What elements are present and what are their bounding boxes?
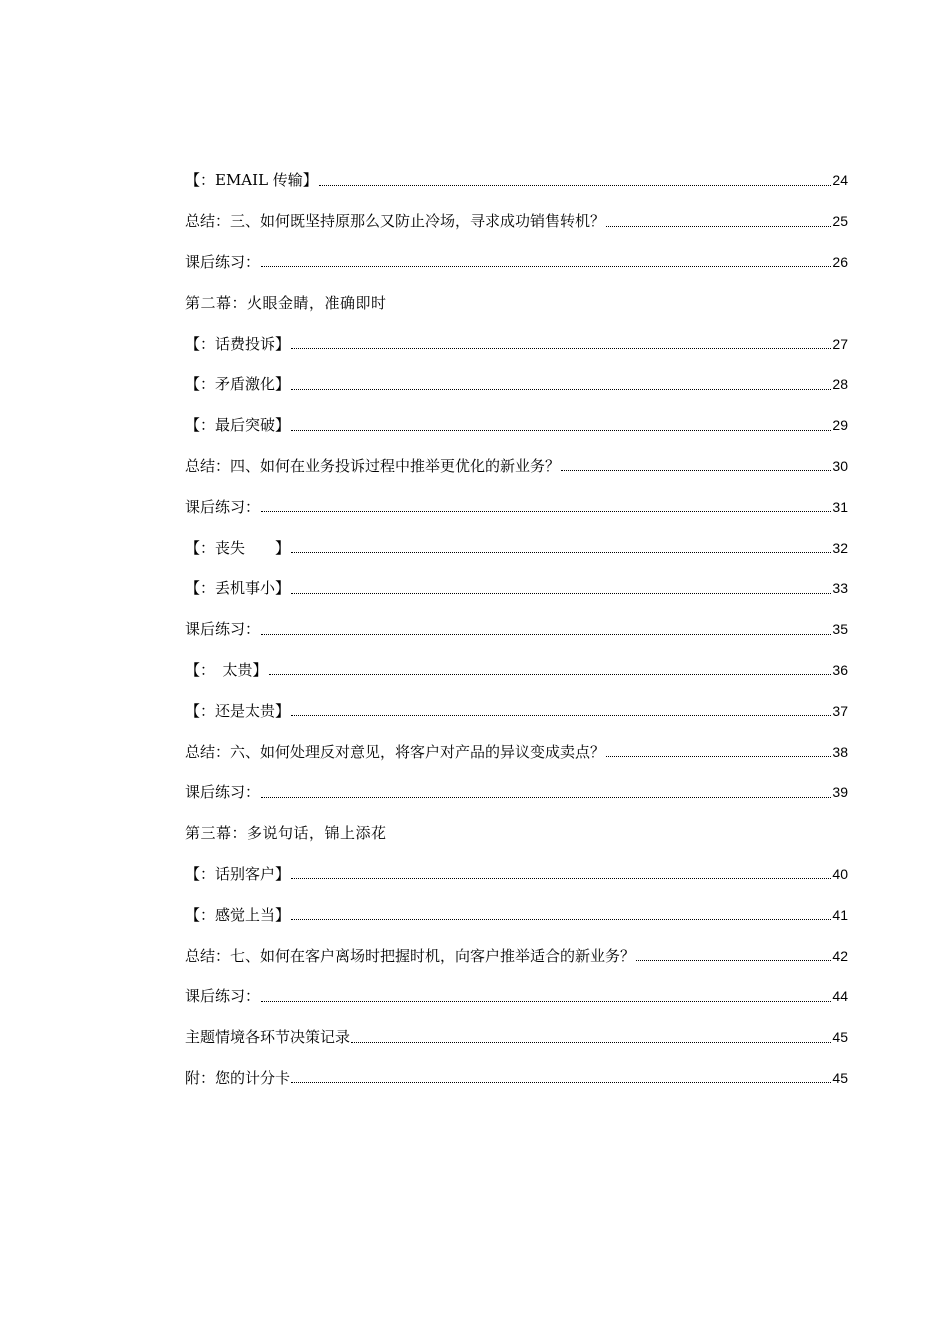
toc-entry[interactable]: [185, 527, 848, 568]
toc-entry[interactable]: [185, 609, 848, 650]
toc-entry-page: 37: [832, 702, 848, 719]
toc-entry-title: 【：最后突破】: [185, 416, 291, 435]
toc-entry-page: 32: [832, 539, 848, 556]
toc-entry-title: 总结：六、如何处理反对意见，将客户对产品的异议变成卖点？: [185, 742, 606, 761]
toc-entry-page: 45: [832, 1029, 848, 1046]
toc-entry-title: 总结：四、如何在业务投诉过程中推举更优化的新业务？: [185, 456, 561, 475]
toc-entry[interactable]: [185, 650, 848, 691]
toc-entry-page: 28: [832, 376, 848, 393]
toc-entry[interactable]: [185, 323, 848, 364]
toc-section-title: 第三幕：多说句话，锦上添花: [185, 824, 387, 843]
toc-dot-leader: [291, 348, 831, 349]
toc-dot-leader: [291, 715, 831, 716]
toc-entry-title: 【：话费投诉】: [185, 334, 291, 353]
toc-entry[interactable]: [185, 1058, 848, 1099]
toc-entry-page: 30: [832, 457, 848, 474]
toc-dot-leader: [261, 1001, 831, 1002]
toc-dot-leader: [261, 266, 831, 267]
toc-section-heading[interactable]: [185, 282, 848, 323]
toc-entry-page: 39: [832, 784, 848, 801]
toc-entry[interactable]: [185, 894, 848, 935]
toc-entry-page: 31: [832, 498, 848, 515]
toc-entry-title: 课后练习：: [185, 783, 261, 802]
toc-dot-leader: [561, 470, 831, 471]
toc-entry-title: 总结：三、如何既坚持原那么又防止冷场，寻求成功销售转机？: [185, 212, 606, 231]
toc-entry-title: 课后练习：: [185, 620, 261, 639]
toc-entry[interactable]: [185, 976, 848, 1017]
toc-entry-page: 27: [832, 335, 848, 352]
toc-dot-leader: [291, 919, 831, 920]
toc-entry[interactable]: [185, 854, 848, 895]
toc-entry[interactable]: [185, 405, 848, 446]
toc-dot-leader: [606, 756, 831, 757]
toc-entry[interactable]: [185, 731, 848, 772]
toc-entry-title: 附：您的计分卡: [185, 1068, 291, 1087]
toc-entry-title: 课后练习：: [185, 987, 261, 1006]
toc-section-heading[interactable]: [185, 813, 848, 854]
toc-entry[interactable]: [185, 486, 848, 527]
toc-entry-page: 29: [832, 417, 848, 434]
toc-entry-page: 44: [832, 988, 848, 1005]
toc-entry[interactable]: [185, 1017, 848, 1058]
toc-entry-page: 35: [832, 621, 848, 638]
toc-entry-title: 【：话别客户】: [185, 864, 291, 883]
toc-entry-page: 26: [832, 253, 848, 270]
toc-dot-leader: [291, 1082, 831, 1083]
toc-entry-page: 42: [832, 947, 848, 964]
toc-entry[interactable]: [185, 201, 848, 242]
toc-section-title: 第二幕：火眼金睛，准确即时: [185, 293, 387, 312]
toc-entry[interactable]: [185, 690, 848, 731]
toc-entry[interactable]: [185, 242, 848, 283]
toc-entry[interactable]: [185, 772, 848, 813]
toc-entry[interactable]: [185, 364, 848, 405]
toc-entry-title: 【：感觉上当】: [185, 905, 291, 924]
toc-dot-leader: [606, 226, 831, 227]
toc-entry-page: 36: [832, 661, 848, 678]
toc-dot-leader: [291, 593, 831, 594]
toc-entry-page: 25: [832, 213, 848, 230]
toc-dot-leader: [291, 389, 831, 390]
toc-dot-leader: [261, 511, 831, 512]
toc-dot-leader: [261, 797, 831, 798]
toc-dot-leader: [291, 552, 831, 553]
toc-entry-page: 45: [832, 1069, 848, 1086]
toc-entry[interactable]: [185, 568, 848, 609]
toc-dot-leader: [319, 185, 832, 186]
toc-entry-page: 24: [832, 172, 848, 189]
toc-entry-title: 【：矛盾激化】: [185, 375, 291, 394]
toc-entry[interactable]: [185, 446, 848, 487]
toc-dot-leader: [636, 960, 831, 961]
toc-entry-title: 【：丢机事小】: [185, 579, 291, 598]
toc-entry-title: 课后练习：: [185, 252, 261, 271]
toc-entry-title: 课后练习：: [185, 497, 261, 516]
toc-entry-title: 主题情境各环节决策记录: [185, 1028, 351, 1047]
toc-dot-leader: [269, 674, 832, 675]
toc-entry-title: 【：还是太贵】: [185, 701, 291, 720]
toc-dot-leader: [351, 1042, 831, 1043]
toc-dot-leader: [291, 878, 831, 879]
toc-entry-page: 40: [832, 865, 848, 882]
toc-dot-leader: [291, 430, 831, 431]
toc-entry[interactable]: [185, 935, 848, 976]
toc-entry-page: 33: [832, 580, 848, 597]
table-of-contents: [185, 160, 848, 1098]
toc-entry[interactable]: [185, 160, 848, 201]
toc-entry-title: 【：EMAIL 传输】: [185, 171, 318, 190]
toc-entry-page: 41: [832, 906, 848, 923]
toc-entry-title: 【： 太贵】: [185, 660, 268, 679]
toc-dot-leader: [261, 634, 831, 635]
toc-entry-page: 38: [832, 743, 848, 760]
toc-entry-title: 【：丧失 】: [185, 538, 291, 557]
toc-entry-title: 总结：七、如何在客户离场时把握时机，向客户推举适合的新业务？: [185, 946, 636, 965]
